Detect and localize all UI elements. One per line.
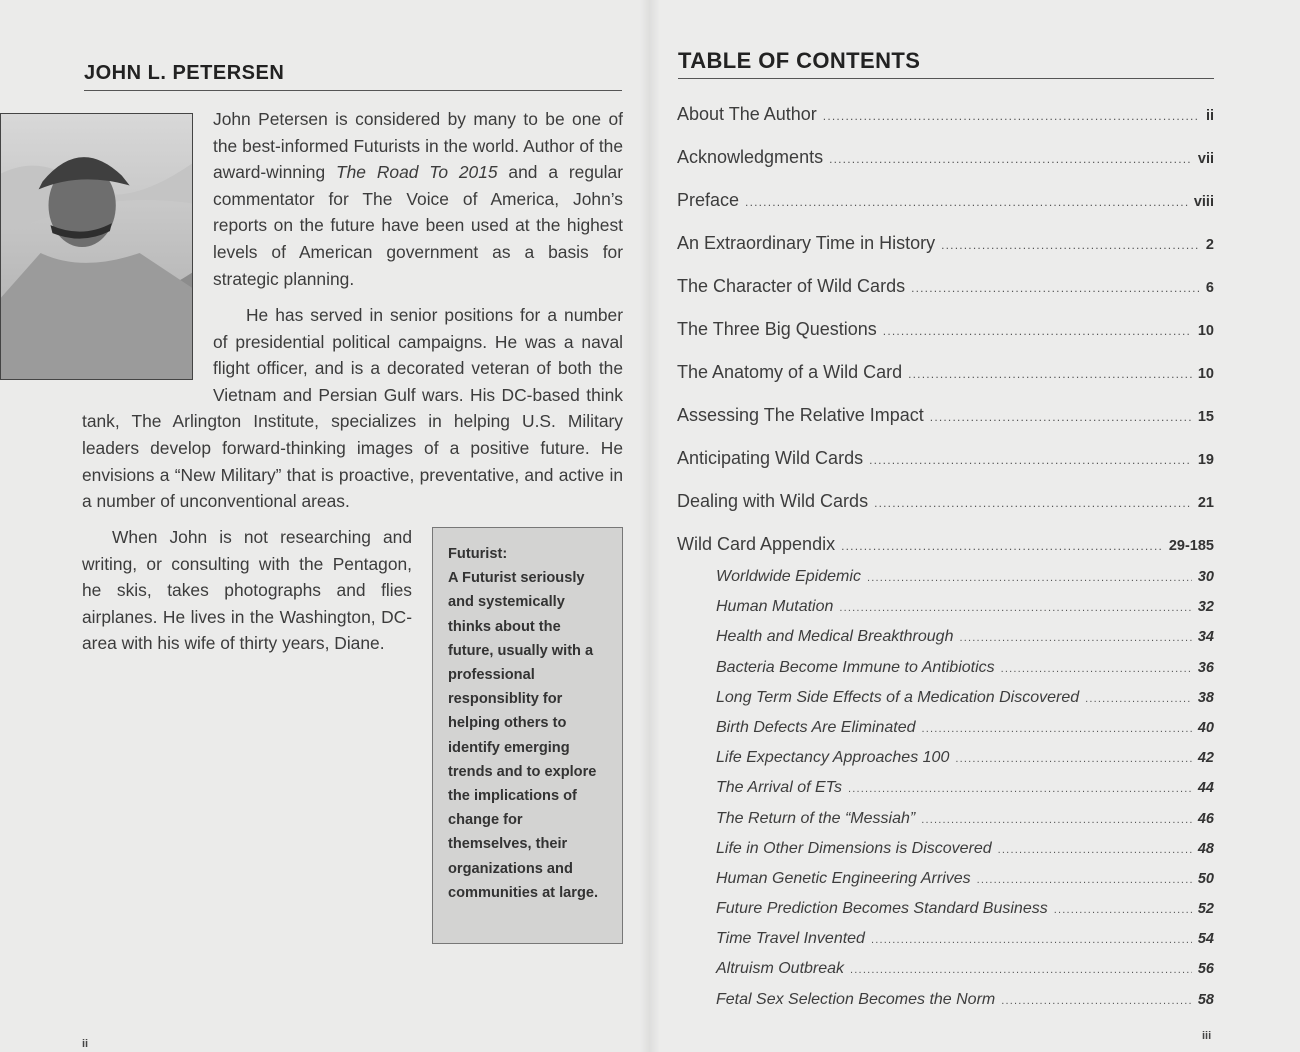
toc-entry	[677, 233, 1214, 276]
toc-entry-title: Health and Medical Breakthrough	[716, 628, 954, 646]
page-number-right: iii	[1202, 1030, 1212, 1042]
toc-entry-title: Life Expectancy Approaches 100	[716, 749, 950, 767]
toc-entry-page: 42	[1197, 750, 1214, 767]
toc-entry-title: About The Author	[677, 104, 817, 124]
toc-leader-dots	[1001, 995, 1192, 1007]
toc-entry-title: The Arrival of ETs	[716, 779, 842, 797]
toc-entry-title: Human Genetic Engineering Arrives	[716, 869, 971, 887]
toc-entry-title: Assessing The Relative Impact	[677, 405, 924, 425]
toc-entry	[716, 960, 1214, 990]
toc-leader-dots	[850, 964, 1192, 976]
toc-entry-page: 50	[1197, 870, 1214, 887]
definition-term: Futurist:	[448, 546, 508, 562]
toc-entry-page: 29-185	[1168, 538, 1214, 554]
toc-entry-title: Altruism Outbreak	[716, 960, 845, 978]
toc-entry-page: 30	[1197, 569, 1214, 585]
toc-entry-title: Time Travel Invented	[716, 930, 865, 948]
toc-leader-dots	[921, 723, 1191, 735]
toc-leader-dots	[1001, 663, 1192, 675]
toc-entry	[716, 719, 1214, 749]
toc-leader-dots	[908, 367, 1192, 381]
toc-entry-page: 48	[1197, 840, 1214, 857]
page-number-left: ii	[82, 1038, 89, 1050]
toc-entry	[677, 405, 1214, 448]
book-gutter	[640, 0, 660, 1052]
toc-leader-dots	[1054, 904, 1192, 916]
toc-entry	[716, 689, 1214, 719]
toc-entry-page: 32	[1197, 599, 1214, 616]
toc-entry-title: Bacteria Become Immune to Antibiotics	[716, 658, 995, 676]
toc-entry-title: An Extraordinary Time in History	[677, 233, 936, 253]
toc-entry-title: Life in Other Dimensions is Discovered	[716, 839, 992, 857]
toc-leader-dots	[839, 602, 1191, 614]
toc-leader-dots	[998, 844, 1192, 856]
toc-entry-title: Future Prediction Becomes Standard Business	[716, 900, 1048, 918]
toc-entry	[677, 362, 1214, 405]
toc-entry-page: 46	[1197, 810, 1214, 827]
toc-entry-title: Worldwide Epidemic	[716, 568, 861, 585]
toc-entry-title: Birth Defects Are Eliminated	[716, 718, 916, 736]
toc-entry	[677, 319, 1214, 362]
toc-entry-title: The Three Big Questions	[677, 319, 877, 339]
toc-leader-dots	[921, 814, 1192, 826]
toc-leader-dots	[955, 753, 1192, 765]
toc-leader-dots	[871, 934, 1192, 946]
toc-entry	[716, 568, 1214, 598]
bio-paragraph-3: When John is not researching and writing, or consulting with the Pentagon, he skis, takes photographs and flies airplanes. He lives in the Washington, DC-area with his wife of thirty years, Diane.	[82, 527, 412, 654]
toc-entry-page: 10	[1197, 366, 1214, 382]
toc-entry-title: Fetal Sex Selection Becomes the Norm	[716, 990, 996, 1008]
toc-entry-page: 36	[1197, 659, 1214, 676]
toc-main-list	[677, 104, 1214, 577]
toc-leader-dots	[930, 410, 1192, 424]
toc-entry-title: Preface	[677, 190, 740, 210]
toc-leader-dots	[1085, 693, 1192, 705]
toc-entry	[716, 930, 1214, 960]
toc-entry-page: 21	[1197, 495, 1214, 511]
toc-entry-page: 38	[1197, 689, 1214, 706]
toc-entry-page: 58	[1197, 991, 1214, 1008]
toc-entry-page: 40	[1197, 719, 1214, 736]
bio-paragraph-1: John Petersen is considered by many to be one of the best-informed Futurists in the world. Author of the award-winning The Road To 2015 and a regular commentator for The Voice of America, John’s reports on the future have been used at the highest levels of American government as a basis for strategic planning.	[213, 109, 623, 289]
toc-entry	[716, 659, 1214, 689]
bio-paragraph-2: He has served in senior positions for a number of presidential political campaigns. He was a naval flight officer, and is a decorated veteran of both the Vietnam and Persian Gulf wars. His DC-based think tank, The Arlington Institute, specializes in helping U.S. Military leaders develop forward-thinking images of a positive future. He envisions a “New Military” that is proactive, preventative, and active in a number of unconventional areas.	[82, 305, 623, 512]
toc-entry-title: The Return of the “Messiah”	[716, 809, 916, 827]
toc-entry-title: Acknowledgments	[677, 147, 824, 167]
toc-entry	[716, 628, 1214, 658]
toc-entry	[677, 147, 1214, 190]
toc-entry	[716, 870, 1214, 900]
toc-appendix-list	[716, 568, 1214, 1021]
toc-entry	[716, 598, 1214, 628]
toc-leader-dots	[829, 152, 1192, 166]
toc-entry	[716, 810, 1214, 840]
toc-entry-title: Dealing with Wild Cards	[677, 491, 869, 511]
toc-heading: TABLE OF CONTENTS	[678, 48, 1214, 79]
toc-leader-dots	[911, 281, 1200, 295]
toc-leader-dots	[867, 572, 1192, 584]
toc-entry-page: 54	[1197, 931, 1214, 948]
toc-entry-title: Anticipating Wild Cards	[677, 448, 864, 468]
toc-entry-page: 34	[1197, 629, 1214, 646]
toc-leader-dots	[823, 109, 1200, 123]
futurist-definition-box	[432, 527, 623, 944]
toc-leader-dots	[883, 324, 1192, 338]
toc-entry-title: Wild Card Appendix	[677, 534, 836, 554]
toc-entry-page: 6	[1205, 280, 1214, 296]
toc-entry-title: The Character of Wild Cards	[677, 276, 906, 296]
toc-entry	[677, 190, 1214, 233]
toc-entry-page: 2	[1205, 237, 1214, 253]
toc-entry-page: ii	[1205, 108, 1214, 124]
toc-entry-page: 10	[1197, 323, 1214, 339]
toc-entry	[677, 448, 1214, 491]
toc-entry-title: Long Term Side Effects of a Medication Discovered	[716, 688, 1080, 706]
toc-entry-page: 52	[1197, 901, 1214, 918]
toc-entry-page: 19	[1197, 452, 1214, 468]
toc-entry	[716, 991, 1214, 1021]
toc-leader-dots	[841, 539, 1163, 553]
toc-entry	[716, 900, 1214, 930]
toc-entry	[677, 104, 1214, 147]
toc-entry-page: vii	[1197, 151, 1214, 167]
toc-leader-dots	[869, 453, 1192, 467]
toc-entry	[677, 491, 1214, 534]
toc-entry	[677, 276, 1214, 319]
toc-entry	[716, 840, 1214, 870]
definition-text: A Futurist seriously and systemically thinks about the future, usually with a professional responsiblity for helping others to identify emerging trends and to explore the implications of change for themselves, their organizations and communities at large.	[448, 570, 599, 901]
toc-entry-page: 56	[1197, 961, 1214, 978]
toc-entry-title: The Anatomy of a Wild Card	[677, 362, 903, 382]
book-title: The Road To 2015	[336, 162, 498, 183]
author-heading: JOHN L. PETERSEN	[84, 62, 622, 91]
toc-entry	[716, 779, 1214, 809]
toc-leader-dots	[874, 496, 1192, 510]
toc-leader-dots	[745, 195, 1188, 209]
toc-leader-dots	[959, 632, 1191, 644]
toc-leader-dots	[977, 874, 1192, 886]
toc-leader-dots	[848, 783, 1192, 795]
toc-entry-page: 44	[1197, 780, 1214, 797]
toc-entry-title: Human Mutation	[716, 598, 834, 616]
toc-entry	[716, 749, 1214, 779]
toc-leader-dots	[941, 238, 1200, 252]
toc-entry-page: 15	[1197, 409, 1214, 425]
toc-entry-page: viii	[1193, 194, 1214, 210]
